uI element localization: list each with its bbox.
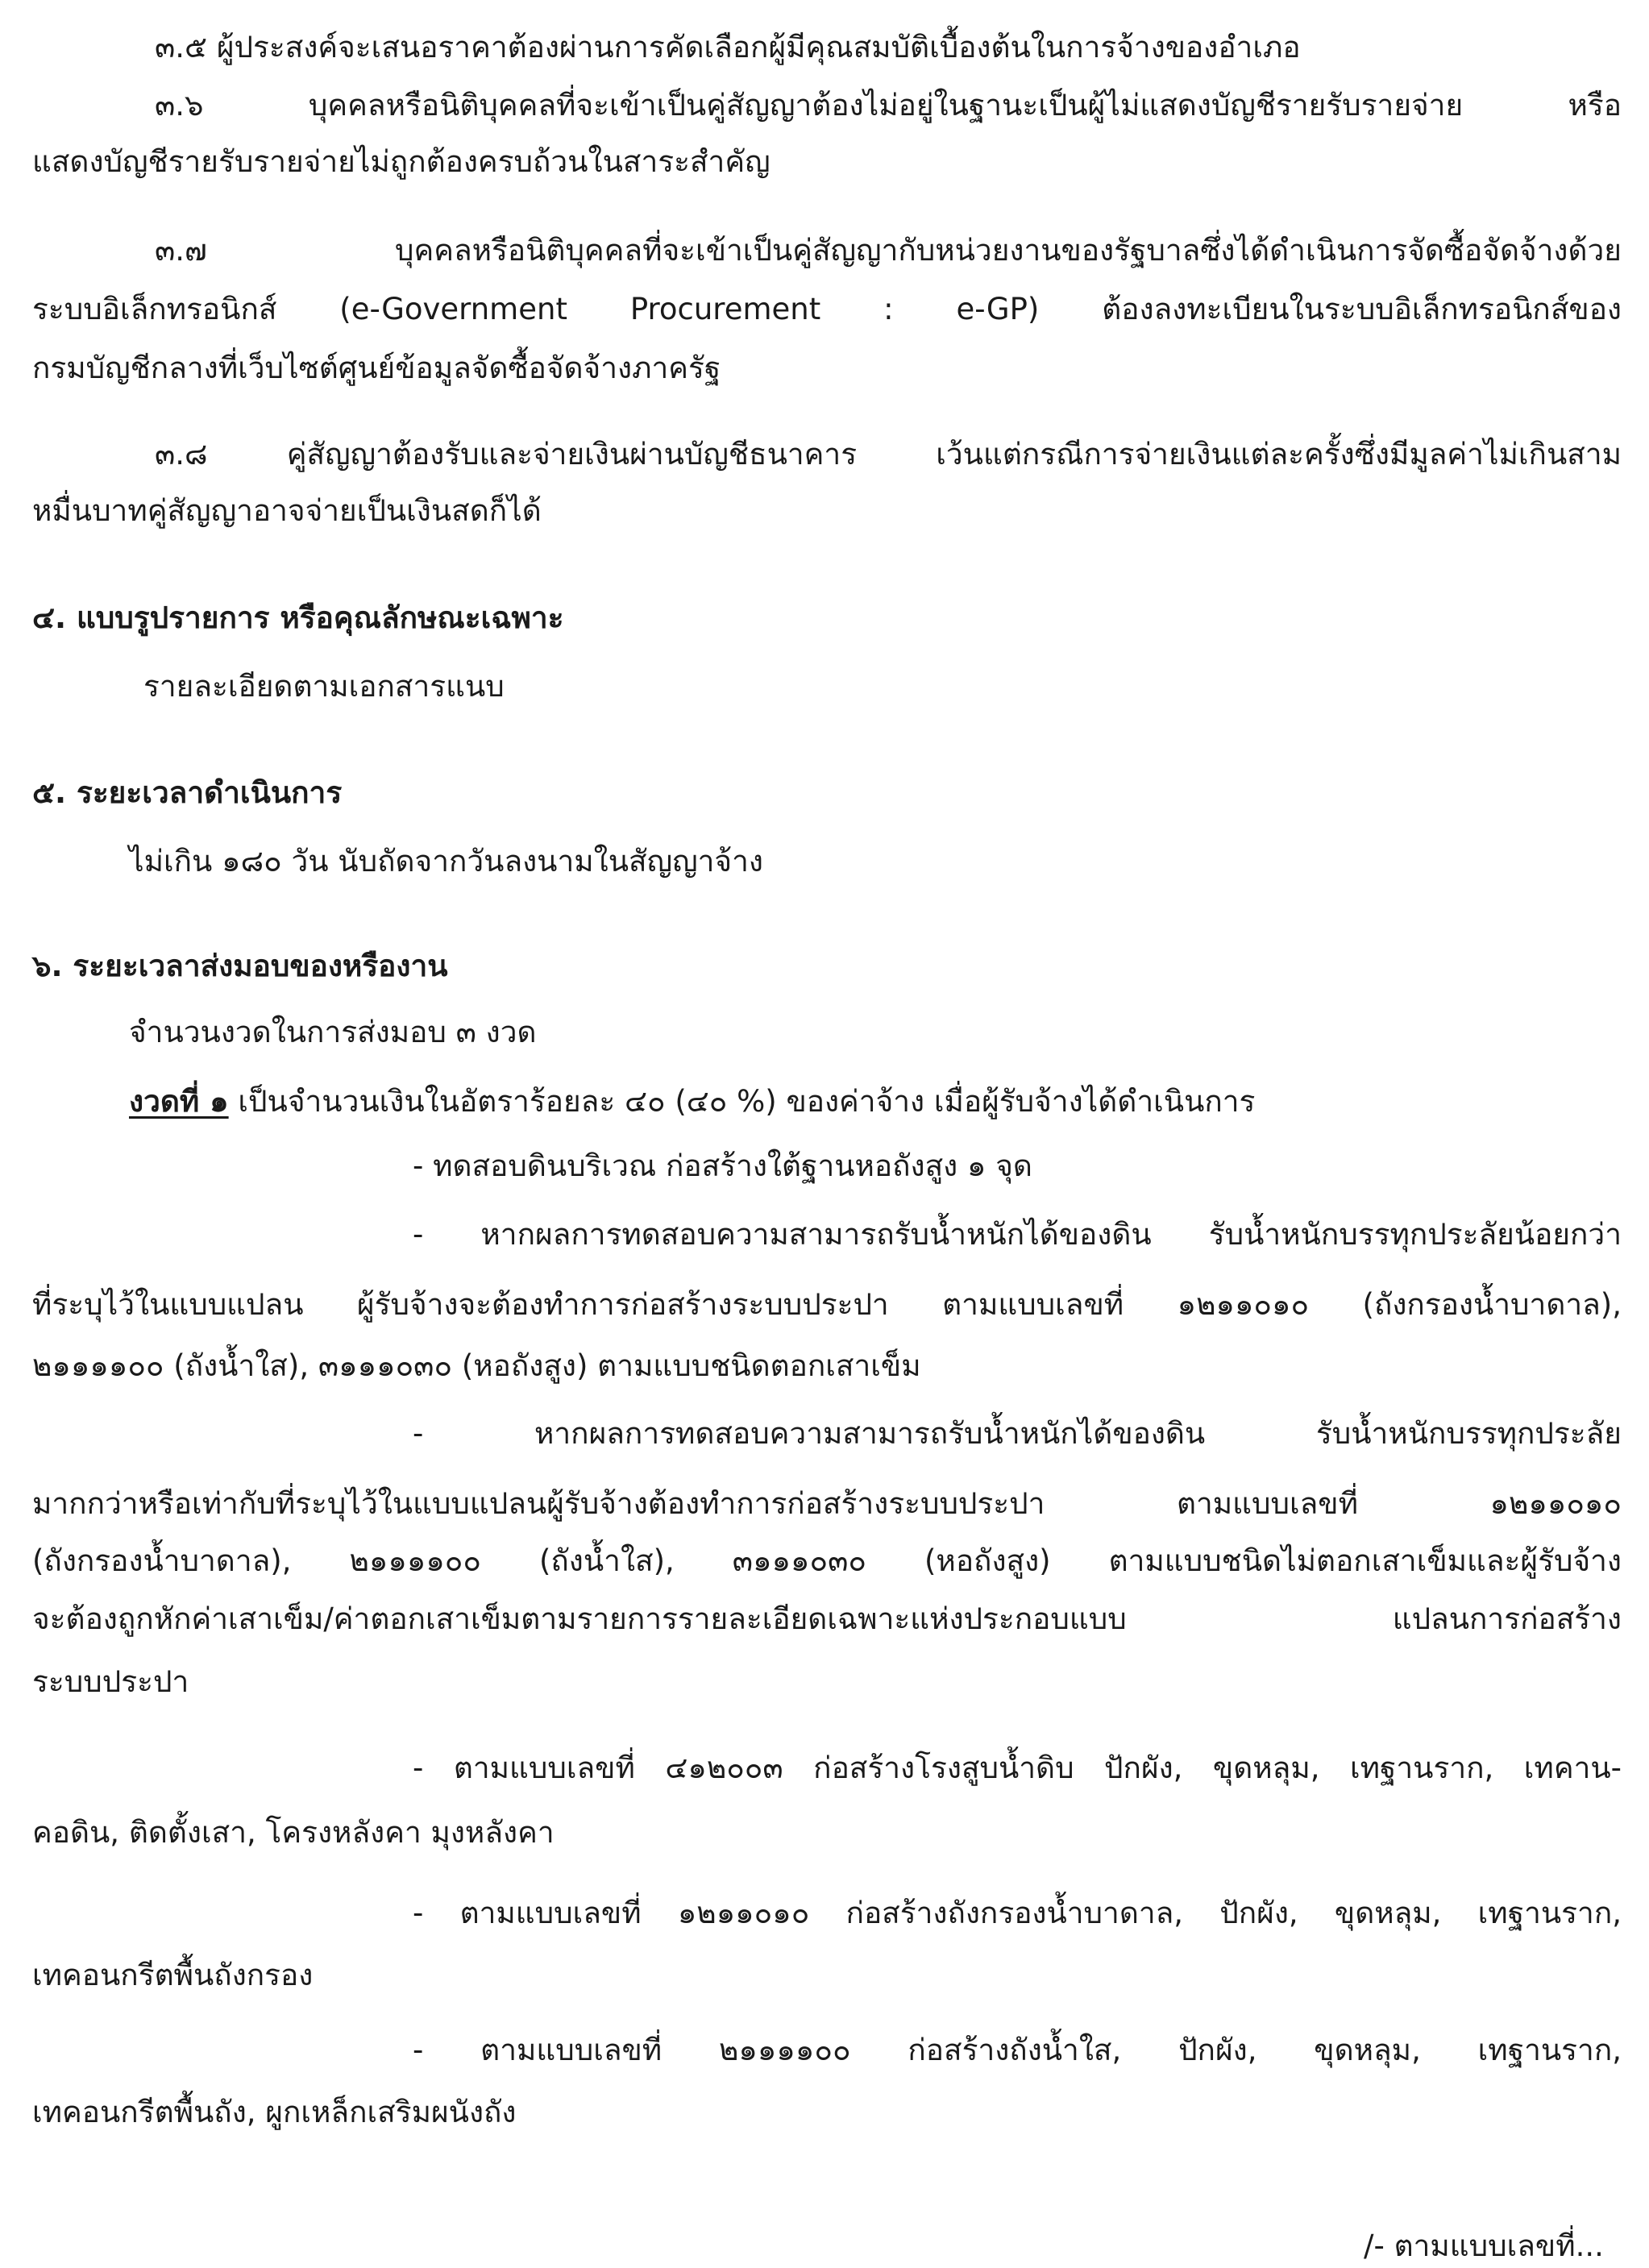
installment-1-label: งวดที่ ๑ — [129, 1084, 229, 1119]
installment-1-text: เป็นจำนวนเงินในอัตราร้อยละ ๔๐ (๔๐ %) ของค่าจ้าง เมื่อผู้รับจ้างได้ดำเนินการ — [228, 1084, 1256, 1119]
bullet-pump-house-line-2: คอดิน, ติดตั้งเสา, โครงหลังคา มุงหลังคา — [32, 1815, 555, 1850]
bullet-filter-tank-line-2: เทคอนกรีตพื้นถังกรอง — [32, 1958, 314, 1992]
bullet-no-pile-case-line-1: - หากผลการทดสอบความสามารถรับน้ำหนักได้ของดิน รับน้ำหนักบรรทุกประลัย — [413, 1416, 1622, 1451]
section-5-heading: ๕. ระยะเวลาดำเนินการ — [32, 775, 343, 810]
item-3-8-line-2: หมื่นบาทคู่สัญญาอาจจ่ายเป็นเงินสดก็ได้ — [32, 493, 542, 528]
bullet-pump-house-line-1: - ตามแบบเลขที่ ๔๑๒๐๐๓ ก่อสร้างโรงสูบน้ำดิบ ปักผัง, ขุดหลุม, เทฐานราก, เทคาน- — [413, 1751, 1622, 1785]
item-3-5: ๓.๕ ผู้ประสงค์จะเสนอราคาต้องผ่านการคัดเลือกผู้มีคุณสมบัติเบื้องต้นในการจ้างของอำเภอ — [155, 30, 1301, 64]
item-3-6-line-1: ๓.๖ บุคคลหรือนิติบุคคลที่จะเข้าเป็นคู่สัญญาต้องไม่อยู่ในฐานะเป็นผู้ไม่แสดงบัญชีรายรับรายจ่าย หรือ — [155, 88, 1622, 123]
section-5-text: ไม่เกิน ๑๘๐ วัน นับถัดจากวันลงนามในสัญญาจ้าง — [129, 844, 763, 879]
item-3-8-line-1: ๓.๘ คู่สัญญาต้องรับและจ่ายเงินผ่านบัญชีธนาคาร เว้นแต่กรณีการจ่ายเงินแต่ละครั้งซึ่งมีมูลค่าไม่เกินสาม — [155, 437, 1622, 471]
bullet-pile-case-line-3: ๒๑๑๑๑๐๐ (ถังน้ำใส), ๓๑๑๑๐๓๐ (หอถังสูง) ตามแบบชนิดตอกเสาเข็ม — [32, 1348, 921, 1383]
bullet-no-pile-case-line-3: (ถังกรองน้ำบาดาล), ๒๑๑๑๑๐๐ (ถังน้ำใส), ๓๑๑๑๐๓๐ (หอถังสูง) ตามแบบชนิดไม่ตอกเสาเข็มและผู้รับจ้าง — [32, 1543, 1622, 1578]
item-3-7-line-3: กรมบัญชีกลางที่เว็บไซต์ศูนย์ข้อมูลจัดซื้อจัดจ้างภาครัฐ — [32, 351, 721, 385]
bullet-soil-test: - ทดสอบดินบริเวณ ก่อสร้างใต้ฐานหอถังสูง ๑ จุด — [413, 1149, 1032, 1183]
section-4-text: รายละเอียดตามเอกสารแนบ — [143, 669, 505, 704]
item-3-7-line-2: ระบบอิเล็กทรอนิกส์ (e-Government Procurement : e-GP) ต้องลงทะเบียนในระบบอิเล็กทรอนิกส์ของ — [32, 292, 1622, 326]
bullet-no-pile-case-line-2: มากกว่าหรือเท่ากับที่ระบุไว้ในแบบแปลนผู้รับจ้างต้องทำการก่อสร้างระบบประปา ตามแบบเลขที่ ๑๒๑๑๐๑๐ — [32, 1486, 1622, 1521]
item-3-7-line-1: ๓.๗ บุคคลหรือนิติบุคคลที่จะเข้าเป็นคู่สัญญากับหน่วยงานของรัฐบาลซึ่งได้ดำเนินการจัดซื้อจัดจ้างด้วย — [155, 233, 1622, 268]
bullet-no-pile-case-line-5: ระบบประปา — [32, 1664, 189, 1699]
bullet-no-pile-case-line-4: จะต้องถูกหักค่าเสาเข็ม/ค่าตอกเสาเข็มตามรายการรายละเอียดเฉพาะแห่งประกอบแบบ แปลนการก่อสร้าง — [32, 1601, 1622, 1636]
bullet-pile-case-line-2: ที่ระบุไว้ในแบบแปลน ผู้รับจ้างจะต้องทำการก่อสร้างระบบประปา ตามแบบเลขที่ ๑๒๑๑๐๑๐ (ถังกรองน้ำบาดาล), — [32, 1287, 1622, 1322]
bullet-clear-tank-line-2: เทคอนกรีตพื้นถัง, ผูกเหล็กเสริมผนังถัง — [32, 2095, 517, 2129]
bullet-filter-tank-line-1: - ตามแบบเลขที่ ๑๒๑๑๐๑๐ ก่อสร้างถังกรองน้ำบาดาล, ปักผัง, ขุดหลุม, เทฐานราก, — [413, 1896, 1622, 1930]
section-6-heading: ๖. ระยะเวลาส่งมอบของหรืองาน — [32, 949, 448, 983]
installment-1 — [129, 1084, 1256, 1119]
bullet-pile-case-line-1: - หากผลการทดสอบความสามารถรับน้ำหนักได้ของดิน รับน้ำหนักบรรทุกประลัยน้อยกว่า — [413, 1217, 1622, 1252]
continuation-note: /- ตามแบบเลขที่... — [1364, 2229, 1604, 2263]
section-4-heading: ๔. แบบรูปรายการ หรือคุณลักษณะเฉพาะ — [32, 600, 564, 635]
item-3-6-line-2: แสดงบัญชีรายรับรายจ่ายไม่ถูกต้องครบถ้วนในสาระสำคัญ — [32, 144, 771, 179]
bullet-clear-tank-line-1: - ตามแบบเลขที่ ๒๑๑๑๑๐๐ ก่อสร้างถังน้ำใส, ปักผัง, ขุดหลุม, เทฐานราก, — [413, 2033, 1622, 2067]
section-6-installments: จำนวนงวดในการส่งมอบ ๓ งวด — [129, 1015, 537, 1049]
